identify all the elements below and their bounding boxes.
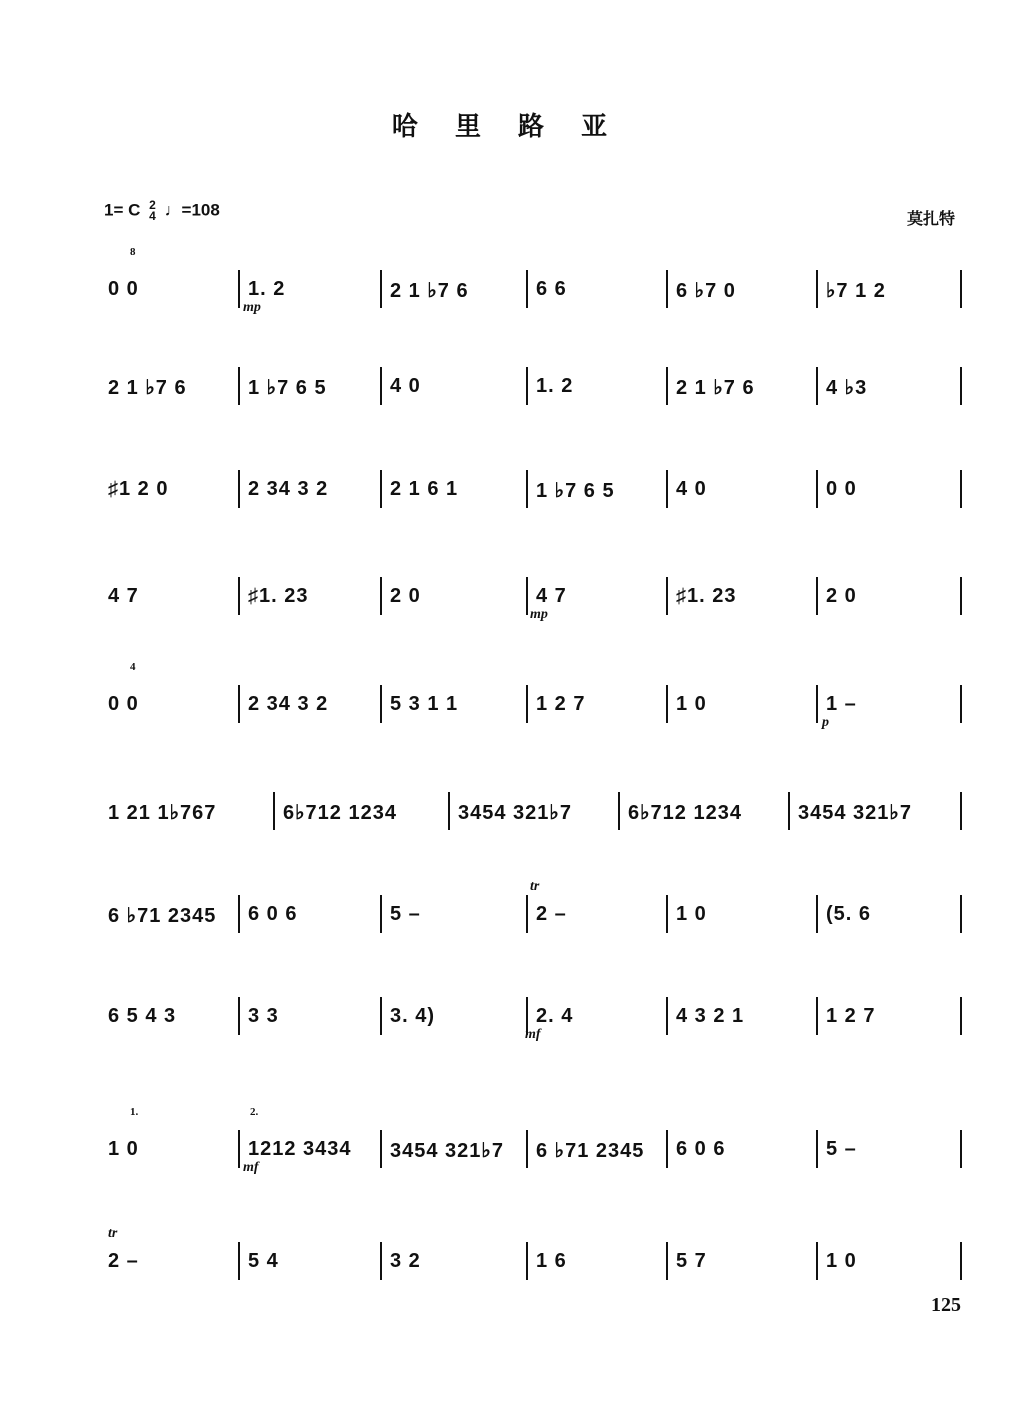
barline (816, 470, 818, 508)
measure: 4 7 (536, 585, 567, 607)
score-row (100, 1106, 962, 1175)
measure: 4 0 (390, 375, 421, 397)
page-number: 125 (931, 1294, 961, 1316)
measure: (5. 6 (826, 903, 872, 925)
measure: 6 5 4 3 (108, 1005, 177, 1027)
barline (238, 685, 240, 723)
measure: 1 2 7 (536, 693, 586, 715)
barline (816, 1130, 818, 1168)
barline (380, 997, 382, 1035)
measure: 1 0 (676, 693, 707, 715)
composer: 莫扎特 (906, 209, 955, 228)
dynamic-mark: 8 (130, 246, 136, 258)
score-row (100, 661, 962, 730)
barline (380, 1130, 382, 1168)
measure: 6 ♭71 2345 (108, 905, 217, 927)
measure: 3454 321♭7 (390, 1140, 504, 1162)
barline (618, 792, 620, 830)
measure: 4 7 (108, 585, 139, 607)
key-signature (104, 200, 220, 222)
measure: 2 0 (390, 585, 421, 607)
barline (238, 997, 240, 1035)
time-den: 4 (149, 209, 156, 223)
barline (666, 470, 668, 508)
barline (526, 470, 528, 508)
barline (816, 1242, 818, 1280)
barline (666, 685, 668, 723)
barline (960, 367, 962, 405)
barline (666, 1130, 668, 1168)
measure: 3454 321♭7 (458, 802, 572, 824)
score-row (100, 879, 962, 933)
measure: 2 – (108, 1250, 139, 1272)
measure: 0 0 (826, 478, 857, 500)
dynamic-mark: 4 (130, 661, 136, 673)
measure: 5 3 1 1 (390, 693, 459, 715)
measure: 1 ♭7 6 5 (248, 377, 327, 399)
barline (238, 895, 240, 933)
barline (960, 997, 962, 1035)
score-row (100, 995, 962, 1042)
measure: 5 4 (248, 1250, 279, 1272)
barline (526, 577, 528, 615)
barline (816, 577, 818, 615)
measure: 2 1 ♭7 6 (676, 377, 755, 399)
barline (526, 1130, 528, 1168)
barline (380, 895, 382, 933)
measure: 1 6 (536, 1250, 567, 1272)
measure: 3. 4) (390, 1005, 436, 1027)
measure: 1 0 (108, 1138, 139, 1160)
measure: 5 – (826, 1138, 857, 1160)
barline (666, 997, 668, 1035)
barline (666, 270, 668, 308)
measure: 6 0 6 (676, 1138, 726, 1160)
dynamic-mark: tr (108, 1226, 118, 1241)
barline (273, 792, 275, 830)
barline (960, 1130, 962, 1168)
measure: 1 0 (676, 903, 707, 925)
barline (238, 577, 240, 615)
barline (960, 685, 962, 723)
score-row (100, 790, 962, 830)
score-row (100, 365, 962, 405)
measure: 1 2 7 (826, 1005, 876, 1027)
measure: ♯1 2 0 (108, 478, 169, 500)
dynamic-mark: mf (243, 1160, 259, 1175)
score-row (100, 246, 962, 315)
measure: 3 3 (248, 1005, 279, 1027)
barline (526, 685, 528, 723)
measure: 1. 2 (248, 278, 286, 300)
measure: 6 0 6 (248, 903, 298, 925)
score-row (100, 468, 962, 508)
barline (380, 577, 382, 615)
measure: 0 0 (108, 693, 139, 715)
score-title: 哈 里 路 亚 (391, 112, 622, 142)
barline (960, 792, 962, 830)
measure: 2 0 (826, 585, 857, 607)
barline (666, 367, 668, 405)
barline (816, 997, 818, 1035)
dynamic-mark: p (822, 715, 829, 730)
barline (380, 1242, 382, 1280)
measure: 5 7 (676, 1250, 707, 1272)
measure: 6♭712 1234 (628, 802, 742, 824)
measure: 1 ♭7 6 5 (536, 480, 615, 502)
measure: 1212 3434 (248, 1138, 352, 1160)
measure: 1. 2 (536, 375, 574, 397)
dynamic-mark: tr (530, 879, 540, 894)
barline (448, 792, 450, 830)
measure: 2 34 3 2 (248, 478, 329, 500)
barline (238, 1242, 240, 1280)
barline (238, 1130, 240, 1168)
barline (960, 270, 962, 308)
measure: 2 1 ♭7 6 (108, 377, 187, 399)
dynamic-mark: 2. (250, 1106, 259, 1118)
barline (380, 685, 382, 723)
measure: 2 34 3 2 (248, 693, 329, 715)
barline (526, 367, 528, 405)
measure: 3 2 (390, 1250, 421, 1272)
measure: 6♭712 1234 (283, 802, 397, 824)
barline (526, 895, 528, 933)
barline (816, 685, 818, 723)
tempo-mark: ♩=108 (164, 200, 220, 220)
measure: ♯1. 23 (676, 585, 737, 607)
barline (960, 470, 962, 508)
barline (238, 470, 240, 508)
measure: ♯1. 23 (248, 585, 309, 607)
measure: 4 ♭3 (826, 377, 868, 399)
key-label: 1= C (104, 200, 141, 220)
time-num: 2 (149, 198, 156, 212)
measure: 6 6 (536, 278, 567, 300)
measure: 4 3 2 1 (676, 1005, 745, 1027)
score-row (100, 1226, 962, 1280)
barline (816, 270, 818, 308)
measure: 4 0 (676, 478, 707, 500)
measure: 6 ♭7 0 (676, 280, 736, 302)
measure: 6 ♭71 2345 (536, 1140, 645, 1162)
dynamic-mark: 1. (130, 1106, 139, 1118)
measure: 2 1 6 1 (390, 478, 459, 500)
barline (666, 1242, 668, 1280)
measure: 2 – (536, 903, 567, 925)
barline (238, 270, 240, 308)
dynamic-mark: mp (530, 607, 548, 622)
measure: 0 0 (108, 278, 139, 300)
barline (238, 367, 240, 405)
measure: 2. 4 (536, 1005, 574, 1027)
dynamic-mark: mp (243, 300, 261, 315)
barline (788, 792, 790, 830)
measure: 2 1 ♭7 6 (390, 280, 469, 302)
barline (380, 367, 382, 405)
score-row (100, 575, 962, 622)
measure: ♭7 1 2 (826, 280, 886, 302)
time-signature (149, 200, 156, 222)
barline (380, 470, 382, 508)
barline (816, 367, 818, 405)
barline (816, 895, 818, 933)
barline (960, 1242, 962, 1280)
measure: 1 21 1♭767 (108, 802, 217, 824)
measure: 1 0 (826, 1250, 857, 1272)
barline (380, 270, 382, 308)
dynamic-mark: mf (525, 1027, 541, 1042)
measure: 1 – (826, 693, 857, 715)
barline (526, 1242, 528, 1280)
measure: 5 – (390, 903, 421, 925)
barline (666, 895, 668, 933)
barline (526, 270, 528, 308)
measure: 3454 321♭7 (798, 802, 912, 824)
barline (960, 577, 962, 615)
barline (960, 895, 962, 933)
barline (666, 577, 668, 615)
